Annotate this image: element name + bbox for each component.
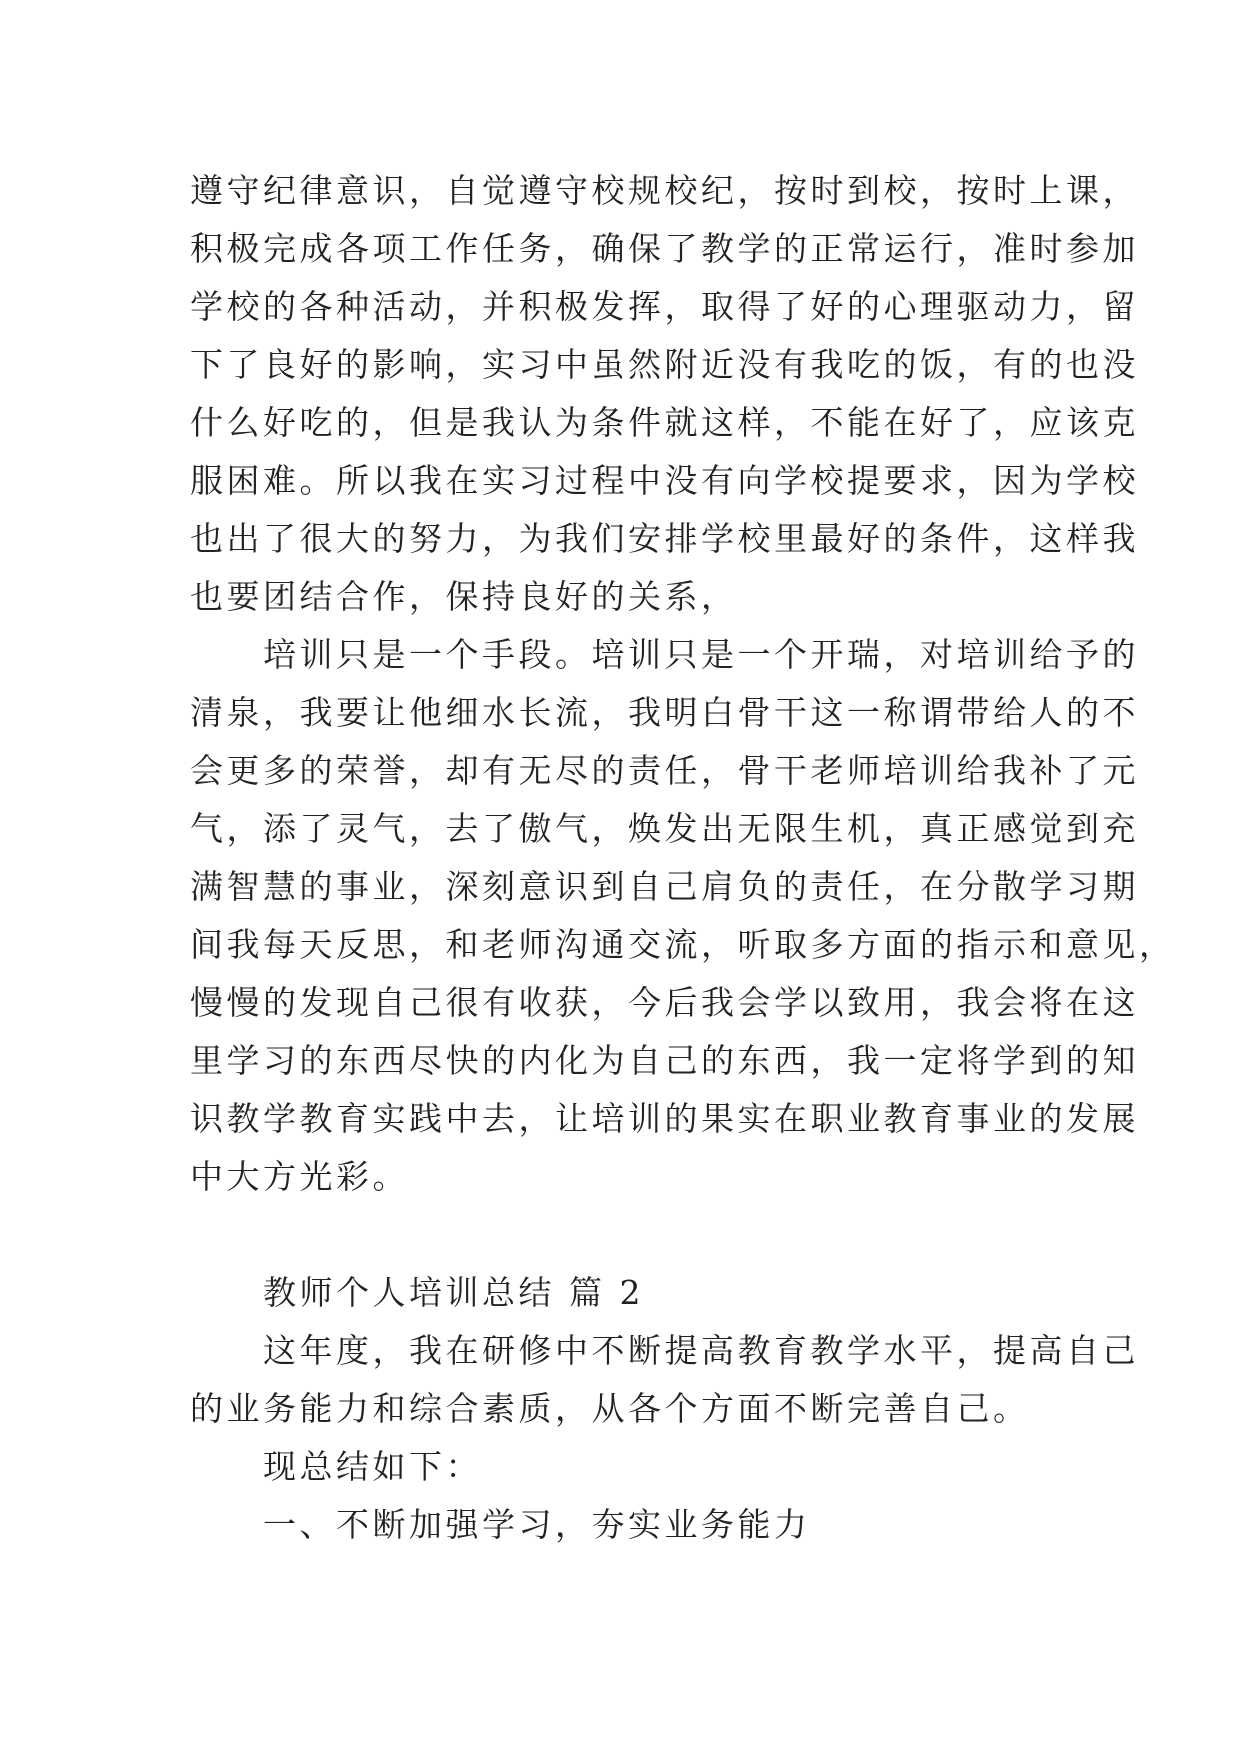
- text-line: 中大方光彩。: [190, 1157, 409, 1196]
- text-line: 满智慧的事业，深刻意识到自己肩负的责任，在分散学习期: [190, 867, 1139, 906]
- text-line: 什么好吃的，但是我认为条件就这样，不能在好了，应该克: [190, 403, 1139, 442]
- text-line: 间我每天反思，和老师沟通交流，听取多方面的指示和意见，: [190, 925, 1176, 964]
- text-line: 学校的各种活动，并积极发挥，取得了好的心理驱动力，留: [190, 287, 1139, 326]
- text-line: 识教学教育实践中去，让培训的果实在职业教育事业的发展: [190, 1099, 1139, 1138]
- text-line: 遵守纪律意识，自觉遵守校规校纪，按时到校，按时上课，: [190, 171, 1139, 210]
- paragraph-3: [190, 1322, 1139, 1438]
- text-line: 下了良好的影响，实习中虽然附近没有我吃的饭，有的也没: [190, 345, 1139, 384]
- text-line: 服困难。所以我在实习过程中没有向学校提要求，因为学校: [190, 461, 1139, 500]
- blank-line: [190, 1206, 1070, 1264]
- paragraph-1: [190, 162, 1139, 626]
- text-line: 慢慢的发现自己很有收获，今后我会学以致用，我会将在这: [190, 983, 1139, 1022]
- text-line: 这年度，我在研修中不断提高教育教学水平，提高自己: [190, 1331, 1139, 1370]
- text-line: 也出了很大的努力，为我们安排学校里最好的条件，这样我: [190, 519, 1139, 558]
- document-body: [190, 162, 1176, 1554]
- summary-intro: 现总结如下：: [190, 1447, 482, 1486]
- text-line: 会更多的荣誉，却有无尽的责任，骨干老师培训给我补了元: [190, 751, 1139, 790]
- list-item-1: 一、不断加强学习，夯实业务能力: [190, 1505, 811, 1544]
- text-line: 气，添了灵气，去了傲气，焕发出无限生机，真正感觉到充: [190, 809, 1139, 848]
- text-line: 的业务能力和综合素质，从各个方面不断完善自己。: [190, 1389, 1030, 1428]
- text-line: 里学习的东西尽快的内化为自己的东西，我一定将学到的知: [190, 1041, 1139, 1080]
- text-line: 积极完成各项工作任务，确保了教学的正常运行，准时参加: [190, 229, 1139, 268]
- text-line: 培训只是一个手段。培训只是一个开瑞，对培训给予的: [190, 635, 1139, 674]
- text-line: 清泉，我要让他细水长流，我明白骨干这一称谓带给人的不: [190, 693, 1139, 732]
- text-line: 也要团结合作，保持良好的关系，: [190, 577, 738, 616]
- section-heading: 教师个人培训总结 篇 2: [190, 1273, 644, 1312]
- paragraph-2: [190, 626, 1176, 1206]
